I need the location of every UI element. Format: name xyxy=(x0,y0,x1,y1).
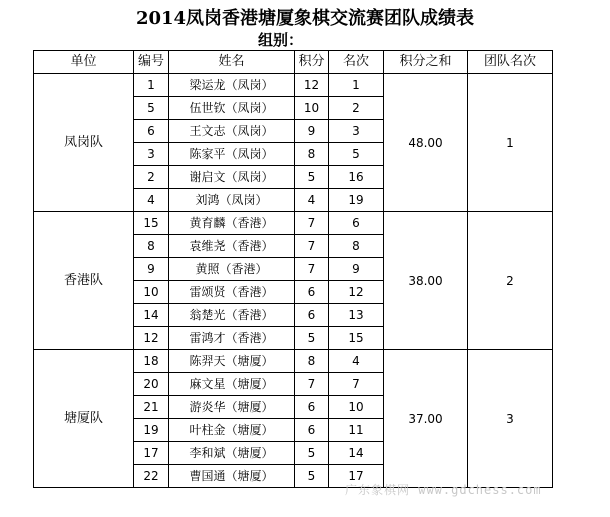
player-rank-cell: 7 xyxy=(329,373,384,396)
player-points-cell: 5 xyxy=(295,166,329,189)
player-points-cell: 7 xyxy=(295,212,329,235)
player-number-cell: 19 xyxy=(134,419,169,442)
player-number-cell: 5 xyxy=(134,97,169,120)
player-rank-cell: 9 xyxy=(329,258,384,281)
player-points-cell: 9 xyxy=(295,120,329,143)
team-points-total-cell: 38.00 xyxy=(384,212,468,350)
table-row xyxy=(34,74,553,97)
table-row xyxy=(34,212,553,235)
player-rank-cell: 1 xyxy=(329,74,384,97)
page-title: 2014凤岗香港塘厦象棋交流赛团队成绩表 xyxy=(135,8,475,29)
player-number-cell: 9 xyxy=(134,258,169,281)
player-points-cell: 7 xyxy=(295,373,329,396)
player-name-cell: 谢启文（凤岗） xyxy=(169,166,295,189)
player-name-cell: 袁维尧（香港） xyxy=(169,235,295,258)
group-label: 组别： xyxy=(258,31,304,49)
player-name-cell: 叶柱金（塘厦） xyxy=(169,419,295,442)
player-points-cell: 6 xyxy=(295,396,329,419)
player-name-cell: 陈家平（凤岗） xyxy=(169,143,295,166)
player-rank-cell: 17 xyxy=(329,465,384,488)
player-number-cell: 3 xyxy=(134,143,169,166)
player-rank-cell: 13 xyxy=(329,304,384,327)
player-rank-cell: 19 xyxy=(329,189,384,212)
player-points-cell: 7 xyxy=(295,258,329,281)
player-points-cell: 6 xyxy=(295,304,329,327)
team-points-total-cell: 48.00 xyxy=(384,74,468,212)
team-unit-cell: 凤岗队 xyxy=(34,74,134,212)
player-name-cell: 李和斌（塘厦） xyxy=(169,442,295,465)
player-number-cell: 18 xyxy=(134,350,169,373)
watermark: 广东象棋网 www.gdchess.com xyxy=(345,483,542,497)
team-rank-cell: 1 xyxy=(468,74,553,212)
player-number-cell: 4 xyxy=(134,189,169,212)
player-number-cell: 10 xyxy=(134,281,169,304)
player-points-cell: 12 xyxy=(295,74,329,97)
player-name-cell: 游炎华（塘厦） xyxy=(169,396,295,419)
header-unit: 单位 xyxy=(34,51,134,74)
player-rank-cell: 6 xyxy=(329,212,384,235)
team-unit-cell: 塘厦队 xyxy=(34,350,134,488)
header-name: 姓名 xyxy=(169,51,295,74)
player-points-cell: 4 xyxy=(295,189,329,212)
player-number-cell: 1 xyxy=(134,74,169,97)
player-name-cell: 伍世钦（凤岗） xyxy=(169,97,295,120)
player-name-cell: 黄照（香港） xyxy=(169,258,295,281)
player-rank-cell: 11 xyxy=(329,419,384,442)
player-rank-cell: 10 xyxy=(329,396,384,419)
player-number-cell: 17 xyxy=(134,442,169,465)
team-rank-cell: 3 xyxy=(468,350,553,488)
player-rank-cell: 2 xyxy=(329,97,384,120)
player-number-cell: 6 xyxy=(134,120,169,143)
player-name-cell: 雷鸿才（香港） xyxy=(169,327,295,350)
player-rank-cell: 5 xyxy=(329,143,384,166)
player-name-cell: 曹国通（塘厦） xyxy=(169,465,295,488)
player-number-cell: 12 xyxy=(134,327,169,350)
player-rank-cell: 3 xyxy=(329,120,384,143)
player-rank-cell: 16 xyxy=(329,166,384,189)
player-name-cell: 黄育麟（香港） xyxy=(169,212,295,235)
results-body xyxy=(34,74,553,488)
team-unit-cell: 香港队 xyxy=(34,212,134,350)
header-points-total: 积分之和 xyxy=(384,51,468,74)
table-row xyxy=(34,350,553,373)
player-points-cell: 5 xyxy=(295,327,329,350)
player-points-cell: 5 xyxy=(295,465,329,488)
player-rank-cell: 12 xyxy=(329,281,384,304)
results-table xyxy=(33,50,553,488)
player-number-cell: 14 xyxy=(134,304,169,327)
player-name-cell: 刘鸿（凤岗） xyxy=(169,189,295,212)
player-name-cell: 麻文星（塘厦） xyxy=(169,373,295,396)
player-points-cell: 10 xyxy=(295,97,329,120)
player-name-cell: 雷颂贤（香港） xyxy=(169,281,295,304)
player-points-cell: 7 xyxy=(295,235,329,258)
player-name-cell: 梁运龙（凤岗） xyxy=(169,74,295,97)
player-number-cell: 21 xyxy=(134,396,169,419)
header-points: 积分 xyxy=(295,51,329,74)
player-number-cell: 15 xyxy=(134,212,169,235)
header-rank: 名次 xyxy=(329,51,384,74)
player-rank-cell: 15 xyxy=(329,327,384,350)
header-row xyxy=(34,51,553,74)
team-rank-cell: 2 xyxy=(468,212,553,350)
player-points-cell: 5 xyxy=(295,442,329,465)
header-team-rank: 团队名次 xyxy=(468,51,553,74)
player-points-cell: 8 xyxy=(295,350,329,373)
player-number-cell: 20 xyxy=(134,373,169,396)
player-rank-cell: 4 xyxy=(329,350,384,373)
player-number-cell: 8 xyxy=(134,235,169,258)
player-points-cell: 6 xyxy=(295,419,329,442)
player-points-cell: 8 xyxy=(295,143,329,166)
player-rank-cell: 14 xyxy=(329,442,384,465)
player-name-cell: 翁楚光（香港） xyxy=(169,304,295,327)
player-number-cell: 2 xyxy=(134,166,169,189)
team-points-total-cell: 37.00 xyxy=(384,350,468,488)
player-points-cell: 6 xyxy=(295,281,329,304)
header-number: 编号 xyxy=(134,51,169,74)
player-name-cell: 陈羿天（塘厦） xyxy=(169,350,295,373)
player-number-cell: 22 xyxy=(134,465,169,488)
player-name-cell: 王文志（凤岗） xyxy=(169,120,295,143)
player-rank-cell: 8 xyxy=(329,235,384,258)
